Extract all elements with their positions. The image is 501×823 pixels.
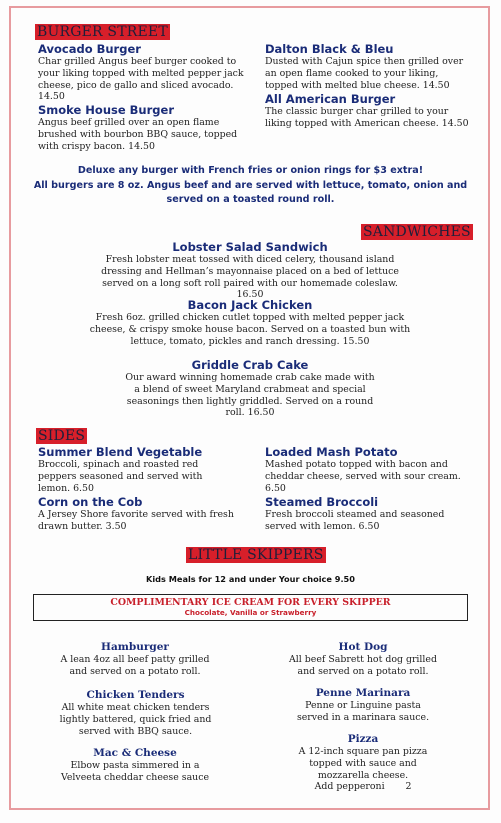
item-name: Mac & Cheese: [93, 747, 177, 759]
item-name: Avocado Burger: [38, 42, 141, 56]
kids-meals-note-wrap: [30, 574, 471, 585]
item-name: Dalton Black & Bleu: [265, 42, 394, 56]
kids-item-mac-cheese: [55, 747, 215, 784]
burger-note: [30, 164, 471, 207]
item-description: Angus beef grilled over an open flame brushed with bourbon BBQ sauce, topped with crispy bacon. 14.50: [38, 117, 238, 152]
section-heading-sides: SIDES: [38, 428, 86, 444]
add-on-price: 2: [405, 781, 412, 793]
menu-item-bacon-jack-chicken: [80, 298, 420, 347]
add-on-label: Add pepperoni: [314, 781, 385, 793]
item-description: Elbow pasta simmered in a Velveeta cheddar cheese sauce: [60, 760, 210, 783]
menu-item-loaded-mash-potato: [265, 445, 475, 494]
item-description: Penne or Linguine pasta served in a marinara sauce.: [296, 700, 430, 723]
item-name: Bacon Jack Chicken: [187, 298, 313, 312]
item-name: Steamed Broccoli: [265, 495, 379, 509]
section-heading-burger-street: BURGER STREET: [37, 24, 168, 40]
item-description: Dusted with Cajun spice then grilled over an open flame cooked to your liking, topped with melted blue cheese. 14.50: [265, 56, 464, 91]
item-name: Hamburger: [101, 641, 169, 653]
ice-cream-flavors: Chocolate, Vanilla or Strawberry: [184, 608, 317, 617]
item-description: A 12-inch square pan pizza topped with sauce and mozzarella cheese.: [298, 746, 428, 781]
item-name: Smoke House Burger: [38, 103, 174, 117]
kids-item-hot-dog: [288, 641, 438, 678]
kids-item-pizza: [283, 733, 443, 793]
item-description: Our award winning homemade crab cake made with a blend of sweet Maryland crabmeat and special seasonings then lightly griddled. Served on a round roll. 16.50: [125, 372, 375, 419]
kids-item-chicken-tenders: [58, 689, 213, 737]
item-name: Summer Blend Vegetable: [38, 445, 203, 459]
item-name: Hot Dog: [338, 641, 388, 653]
item-description: Char grilled Angus beef burger cooked to your liking topped with melted pepper jack cheese, pico de gallo and sliced avocado. 14.50: [38, 56, 244, 103]
item-description: The classic burger char grilled to your liking topped with American cheese. 14.50: [265, 106, 469, 129]
item-name: Penne Marinara: [315, 687, 411, 699]
menu-item-dalton-black-bleu: [265, 42, 470, 91]
item-description: Broccoli, spinach and roasted red peppers seasoned and served with lemon. 6.50: [38, 459, 203, 494]
menu-item-avocado-burger: [38, 42, 253, 103]
menu-item-steamed-broccoli: [265, 495, 455, 533]
section-heading-little-skippers: LITTLE SKIPPERS: [188, 547, 324, 563]
ice-cream-banner: [33, 594, 468, 621]
kids-item-penne-marinara: [288, 687, 438, 724]
pizza-add-on: [283, 781, 443, 793]
menu-item-all-american-burger: [265, 92, 470, 130]
item-description: A Jersey Shore favorite served with fresh drawn butter. 3.50: [38, 509, 234, 532]
item-name: Lobster Salad Sandwich: [172, 240, 328, 254]
ice-cream-headline: COMPLIMENTARY ICE CREAM FOR EVERY SKIPPER: [110, 597, 391, 608]
menu-item-lobster-salad-sandwich: [90, 240, 410, 301]
item-name: Pizza: [347, 733, 379, 745]
item-name: Chicken Tenders: [86, 689, 185, 701]
item-name: All American Burger: [265, 92, 396, 106]
item-description: All beef Sabrett hot dog grilled and served on a potato roll.: [289, 654, 437, 677]
burger-note-deluxe: Deluxe any burger with French fries or onion rings for $3 extra!: [77, 165, 424, 176]
kids-item-hamburger: [60, 641, 210, 678]
item-name: Corn on the Cob: [38, 495, 143, 509]
item-description: Fresh broccoli steamed and seasoned served with lemon. 6.50: [265, 509, 445, 532]
item-name: Loaded Mash Potato: [265, 445, 398, 459]
item-description: Fresh 6oz. grilled chicken cutlet topped with melted pepper jack cheese, & crispy smoke house bacon. Served on a toasted bun with lettuce, tomato, pickles and ranch dressing. 15.50: [89, 312, 411, 347]
item-description: Fresh lobster meat tossed with diced celery, thousand island dressing and Hellman’s mayonnaise placed on a bed of lettuce served on a long soft roll paired with our homemade coleslaw. 16.50: [101, 254, 399, 301]
burger-note-details: All burgers are 8 oz. Angus beef and are served with lettuce, tomato, onion and served on a toasted round roll.: [33, 180, 468, 205]
section-heading-sandwiches: SANDWICHES: [363, 224, 471, 240]
item-name: Griddle Crab Cake: [191, 358, 309, 372]
menu-item-smoke-house-burger: [38, 103, 248, 152]
menu-item-summer-blend-vegetable: [38, 445, 218, 494]
menu-item-griddle-crab-cake: [125, 358, 375, 419]
menu-item-corn-on-the-cob: [38, 495, 238, 533]
kids-meals-note: Kids Meals for 12 and under Your choice 9.50: [146, 574, 355, 584]
item-description: Mashed potato topped with bacon and cheddar cheese, served with sour cream. 6.50: [265, 459, 461, 494]
item-description: A lean 4oz all beef patty grilled and served on a potato roll.: [60, 654, 210, 677]
item-description: All white meat chicken tenders lightly battered, quick fried and served with BBQ sauce.: [59, 702, 212, 737]
